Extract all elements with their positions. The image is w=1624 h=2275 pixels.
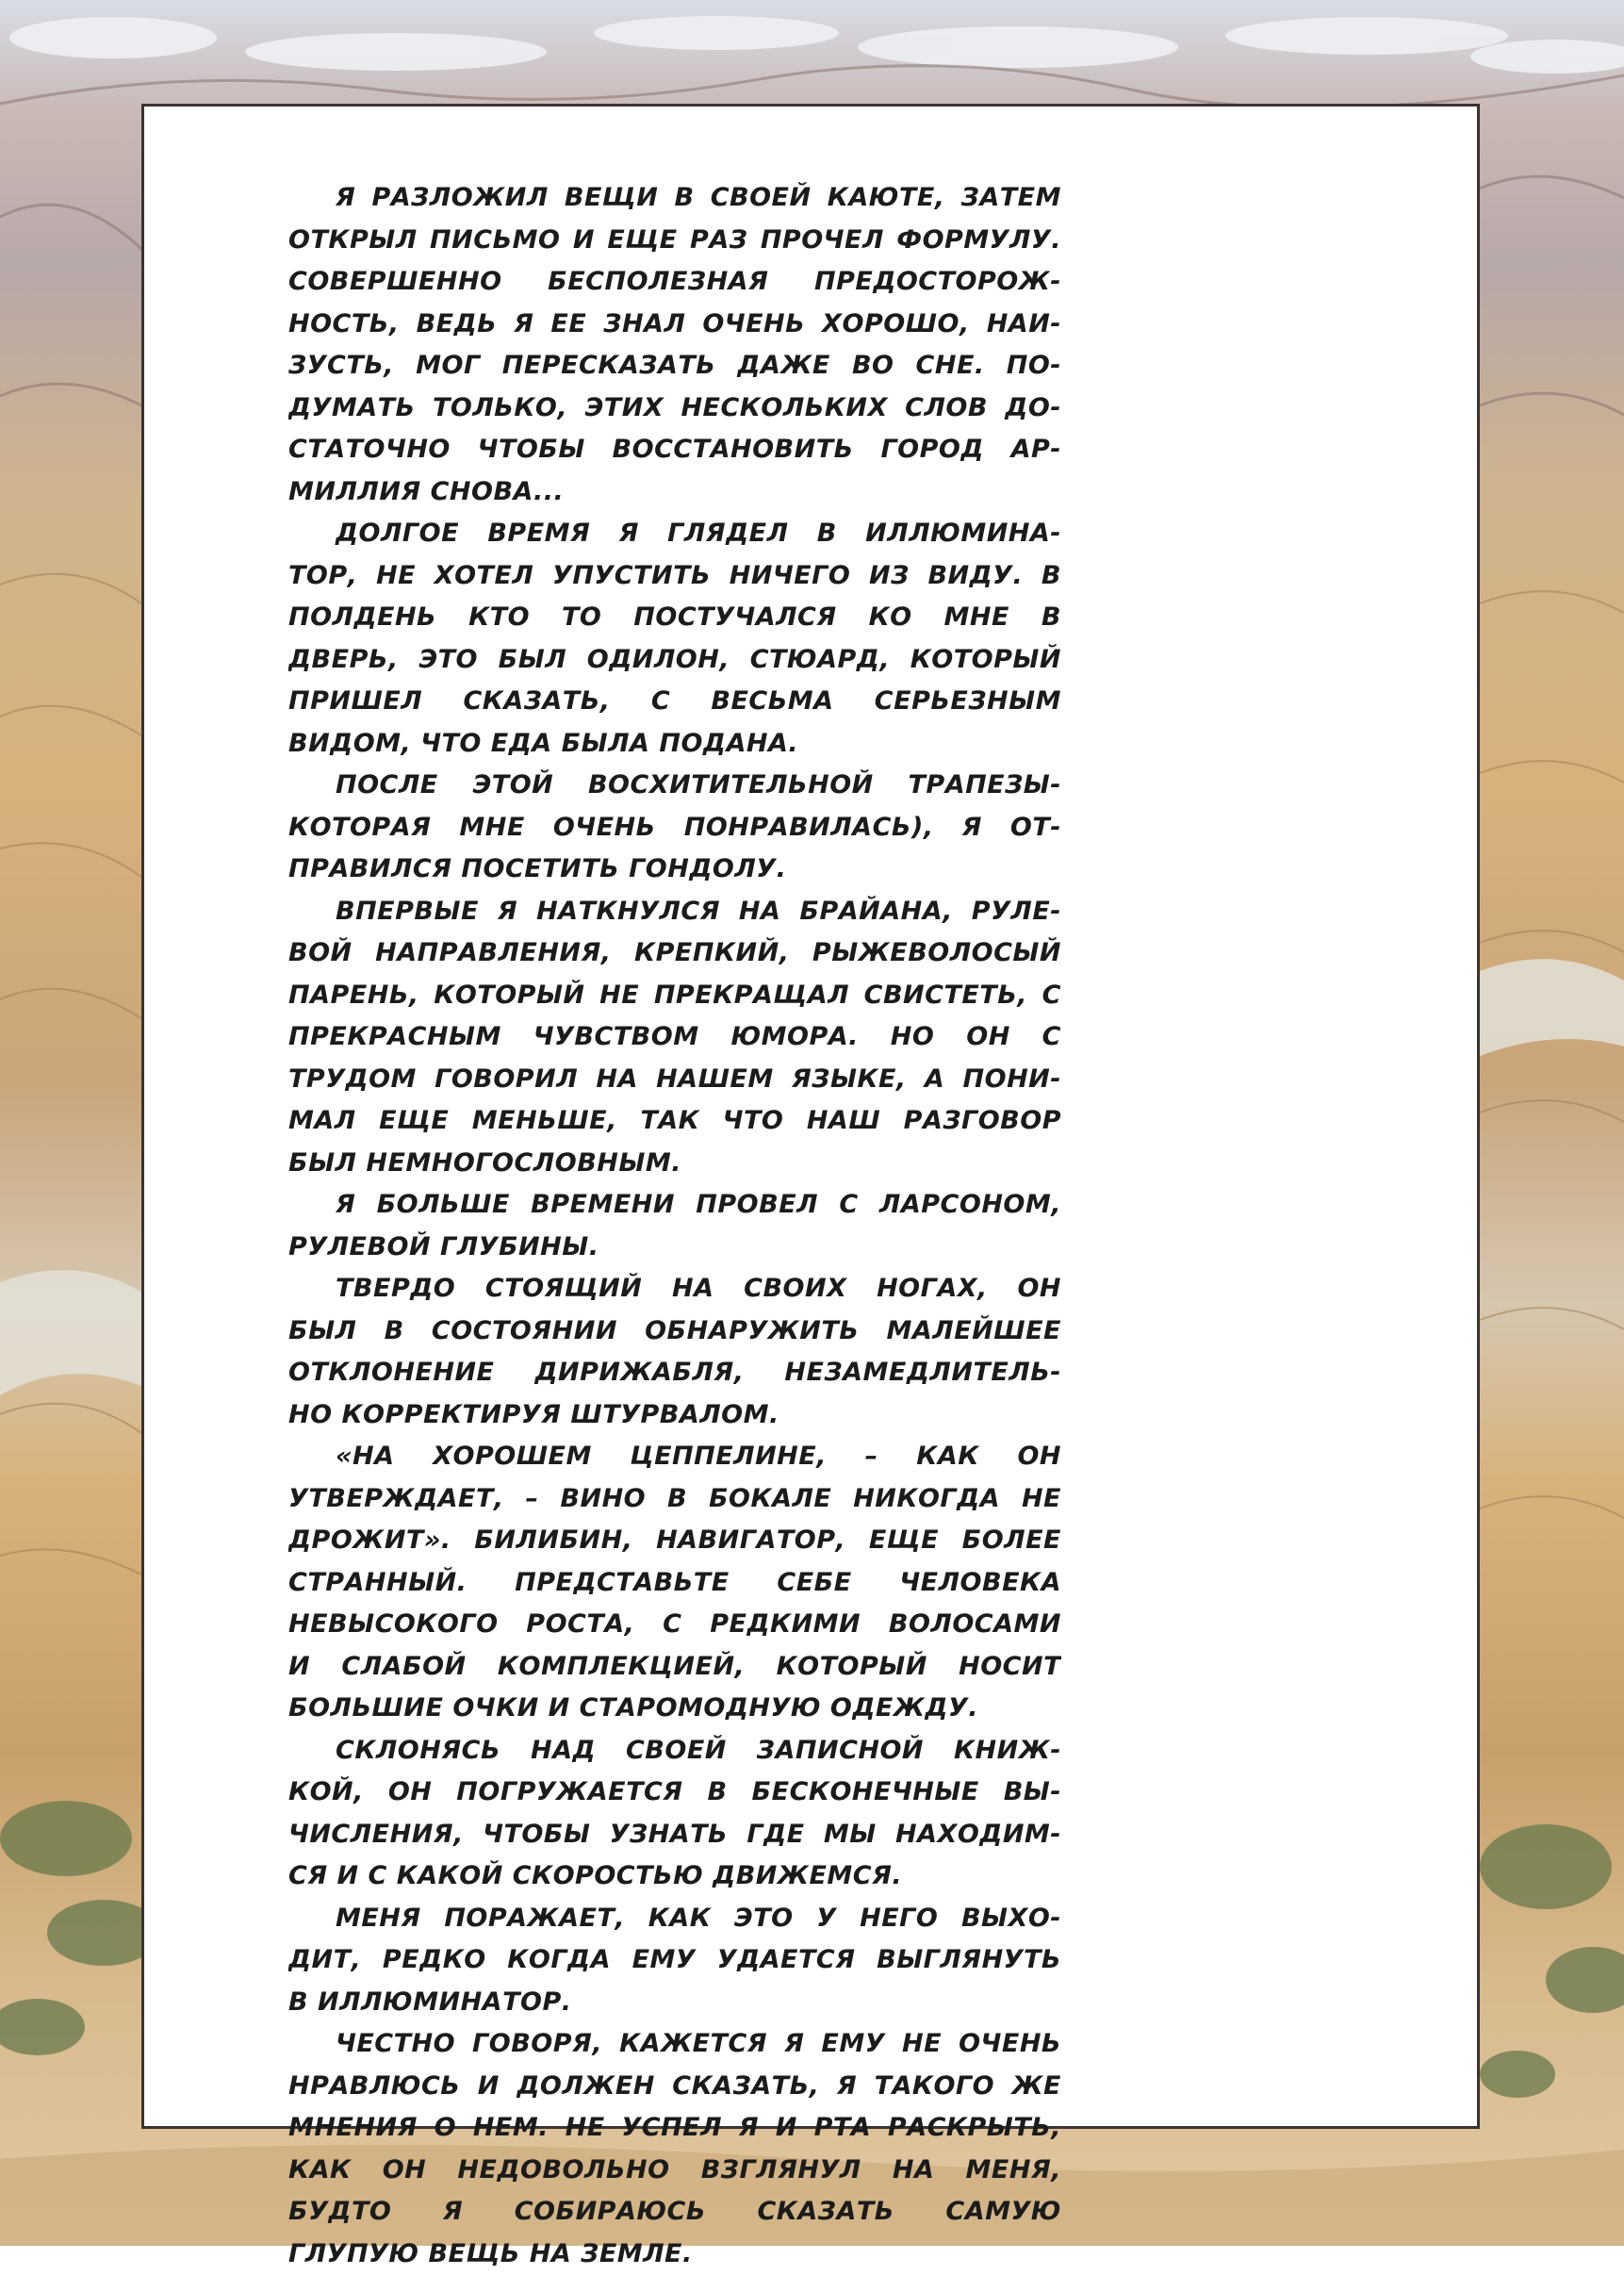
text-line: И СЛАБОЙ КОМПЛЕКЦИЕЙ, КОТОРЫЙ НОСИТ — [288, 1646, 1061, 1689]
text-line: ПАРЕНЬ, КОТОРЫЙ НЕ ПРЕКРАЩАЛ СВИСТЕТЬ, С — [288, 975, 1061, 1017]
text-line: ОТКРЫЛ ПИСЬМО И ЕЩЕ РАЗ ПРОЧЕЛ ФОРМУЛУ. — [288, 220, 1061, 262]
text-line: МАЛ ЕЩЕ МЕНЬШЕ, ТАК ЧТО НАШ РАЗГОВОР — [288, 1100, 1061, 1143]
text-line: МНЕНИЯ О НЕМ. НЕ УСПЕЛ Я И РТА РАСКРЫТЬ, — [288, 2107, 1061, 2150]
text-line: ЗУСТЬ, МОГ ПЕРЕСКАЗАТЬ ДАЖЕ ВО СНЕ. ПО- — [288, 345, 1061, 387]
text-line: ДВЕРЬ, ЭТО БЫЛ ОДИЛОН, СТЮАРД, КОТОРЫЙ — [288, 639, 1061, 682]
text-line: ДОЛГОЕ ВРЕМЯ Я ГЛЯДЕЛ В ИЛЛЮМИНА- — [288, 513, 1061, 555]
text-line: БОЛЬШИЕ ОЧКИ И СТАРОМОДНУЮ ОДЕЖДУ. — [288, 1688, 1061, 1730]
text-line: МЕНЯ ПОРАЖАЕТ, КАК ЭТО У НЕГО ВЫХО- — [288, 1898, 1061, 1940]
text-line: СТАТОЧНО ЧТОБЫ ВОССТАНОВИТЬ ГОРОД АР- — [288, 429, 1061, 471]
text-line: БЫЛ В СОСТОЯНИИ ОБНАРУЖИТЬ МАЛЕЙШЕЕ — [288, 1311, 1061, 1353]
text-line: СОВЕРШЕННО БЕСПОЛЕЗНАЯ ПРЕДОСТОРОЖ- — [288, 261, 1061, 304]
text-line: В ИЛЛЮМИНАТОР. — [288, 1982, 1061, 2024]
text-line: Я БОЛЬШЕ ВРЕМЕНИ ПРОВЕЛ С ЛАРСОНОМ, — [288, 1184, 1061, 1227]
text-line: БЫЛ НЕМНОГОСЛОВНЫМ. — [288, 1143, 1061, 1185]
text-line: МИЛЛИЯ СНОВА... — [288, 471, 1061, 514]
text-line: РУЛЕВОЙ ГЛУБИНЫ. — [288, 1227, 1061, 1269]
text-line: НОСТЬ, ВЕДЬ Я ЕЕ ЗНАЛ ОЧЕНЬ ХОРОШО, НАИ- — [288, 304, 1061, 346]
text-line: КОТОРАЯ МНЕ ОЧЕНЬ ПОНРАВИЛАСЬ), Я ОТ- — [288, 807, 1061, 849]
text-line: ЧИСЛЕНИЯ, ЧТОБЫ УЗНАТЬ ГДЕ МЫ НАХОДИМ- — [288, 1814, 1061, 1856]
text-line: КАК ОН НЕДОВОЛЬНО ВЗГЛЯНУЛ НА МЕНЯ, — [288, 2150, 1061, 2192]
text-line: ТОР, НЕ ХОТЕЛ УПУСТИТЬ НИЧЕГО ИЗ ВИДУ. В — [288, 555, 1061, 598]
text-line: ГЛУПУЮ ВЕЩЬ НА ЗЕМЛЕ. — [288, 2234, 1061, 2275]
text-line: ДРОЖИТ». БИЛИБИН, НАВИГАТОР, ЕЩЕ БОЛЕЕ — [288, 1520, 1061, 1562]
text-line: ПРИШЕЛ СКАЗАТЬ, С ВЕСЬМА СЕРЬЕЗНЫМ — [288, 681, 1061, 723]
text-line: ВОЙ НАПРАВЛЕНИЯ, КРЕПКИЙ, РЫЖЕВОЛОСЫЙ — [288, 932, 1061, 975]
text-line: СТРАННЫЙ. ПРЕДСТАВЬТЕ СЕБЕ ЧЕЛОВЕКА — [288, 1562, 1061, 1605]
text-line: УТВЕРЖДАЕТ, – ВИНО В БОКАЛЕ НИКОГДА НЕ — [288, 1478, 1061, 1521]
narrative-text — [288, 177, 1061, 2275]
text-line: «НА ХОРОШЕМ ЦЕППЕЛИНЕ, – КАК ОН — [288, 1436, 1061, 1478]
text-line: ЧЕСТНО ГОВОРЯ, КАЖЕТСЯ Я ЕМУ НЕ ОЧЕНЬ — [288, 2023, 1061, 2066]
text-line: НО КОРРЕКТИРУЯ ШТУРВАЛОМ. — [288, 1394, 1061, 1437]
text-line: СКЛОНЯСЬ НАД СВОЕЙ ЗАПИСНОЙ КНИЖ- — [288, 1730, 1061, 1772]
text-line: ПРЕКРАСНЫМ ЧУВСТВОМ ЮМОРА. НО ОН С — [288, 1016, 1061, 1059]
text-line: ДУМАТЬ ТОЛЬКО, ЭТИХ НЕСКОЛЬКИХ СЛОВ ДО- — [288, 387, 1061, 430]
text-line: СЯ И С КАКОЙ СКОРОСТЬЮ ДВИЖЕМСЯ. — [288, 1855, 1061, 1898]
text-line: ВИДОМ, ЧТО ЕДА БЫЛА ПОДАНА. — [288, 723, 1061, 766]
text-line: НЕВЫСОКОГО РОСТА, С РЕДКИМИ ВОЛОСАМИ — [288, 1604, 1061, 1646]
text-line: ДИТ, РЕДКО КОГДА ЕМУ УДАЕТСЯ ВЫГЛЯНУТЬ — [288, 1939, 1061, 1982]
text-line: ВПЕРВЫЕ Я НАТКНУЛСЯ НА БРАЙАНА, РУЛЕ- — [288, 891, 1061, 933]
text-line: БУДТО Я СОБИРАЮСЬ СКАЗАТЬ САМУЮ — [288, 2191, 1061, 2234]
text-line: ПОЛДЕНЬ КТО ТО ПОСТУЧАЛСЯ КО МНЕ В — [288, 597, 1061, 639]
text-line: Я РАЗЛОЖИЛ ВЕЩИ В СВОЕЙ КАЮТЕ, ЗАТЕМ — [288, 177, 1061, 220]
text-line: ТРУДОМ ГОВОРИЛ НА НАШЕМ ЯЗЫКЕ, А ПОНИ- — [288, 1059, 1061, 1101]
text-line: НРАВЛЮСЬ И ДОЛЖЕН СКАЗАТЬ, Я ТАКОГО ЖЕ — [288, 2066, 1061, 2108]
text-line: ТВЕРДО СТОЯЩИЙ НА СВОИХ НОГАХ, ОН — [288, 1268, 1061, 1311]
text-line: ОТКЛОНЕНИЕ ДИРИЖАБЛЯ, НЕЗАМЕДЛИТЕЛЬ- — [288, 1352, 1061, 1394]
text-line: КОЙ, ОН ПОГРУЖАЕТСЯ В БЕСКОНЕЧНЫЕ ВЫ- — [288, 1772, 1061, 1814]
text-line: ПРАВИЛСЯ ПОСЕТИТЬ ГОНДОЛУ. — [288, 849, 1061, 891]
text-line: ПОСЛЕ ЭТОЙ ВОСХИТИТЕЛЬНОЙ ТРАПЕЗЫ- — [288, 765, 1061, 807]
